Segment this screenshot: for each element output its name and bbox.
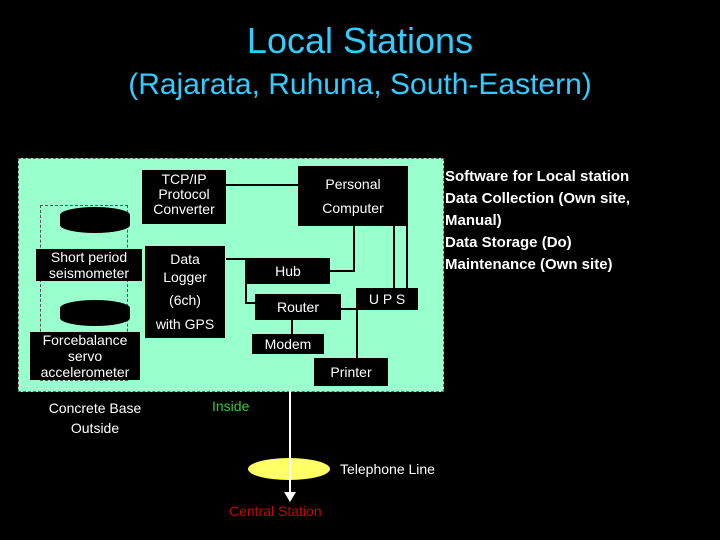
personal-computer: Personal Computer <box>298 166 408 226</box>
router: Router <box>255 294 341 320</box>
telephone-line <box>289 456 291 482</box>
wire <box>330 270 355 272</box>
page-subtitle: (Rajarata, Ruhuna, South-Eastern) <box>128 68 592 101</box>
wire <box>226 184 298 186</box>
short-period-seismometer-label: Short period seismometer <box>36 249 142 281</box>
ups: U P S <box>356 288 418 310</box>
printer: Printer <box>314 358 388 386</box>
tcpip-converter: TCP/IP Protocol Converter <box>142 170 226 224</box>
forcebalance-accelerometer-icon <box>60 300 130 326</box>
modem: Modem <box>252 334 324 354</box>
wire <box>356 308 358 358</box>
telephone-line-label: Telephone Line <box>340 461 435 477</box>
forcebalance-accelerometer-label: Forcebalance servo accelerometer <box>30 332 140 380</box>
inside-label: Inside <box>212 398 250 414</box>
short-period-seismometer-icon <box>60 207 130 233</box>
data-logger: Data Logger (6ch) with GPS <box>145 246 225 338</box>
wire <box>245 302 255 304</box>
concrete-base-note: Concrete Base Outside <box>48 400 142 436</box>
central-station-label: Central Station <box>229 503 322 519</box>
page-title: Local Stations <box>246 20 474 61</box>
wire <box>226 258 246 260</box>
wire <box>291 320 293 334</box>
arrow-down-icon <box>284 492 296 502</box>
software-notes: Software for Local station Data Collection (Own site, Manual) Data Storage (Do) Maintenance (Own site) <box>445 168 631 273</box>
hub: Hub <box>246 258 330 284</box>
wire <box>393 216 395 296</box>
